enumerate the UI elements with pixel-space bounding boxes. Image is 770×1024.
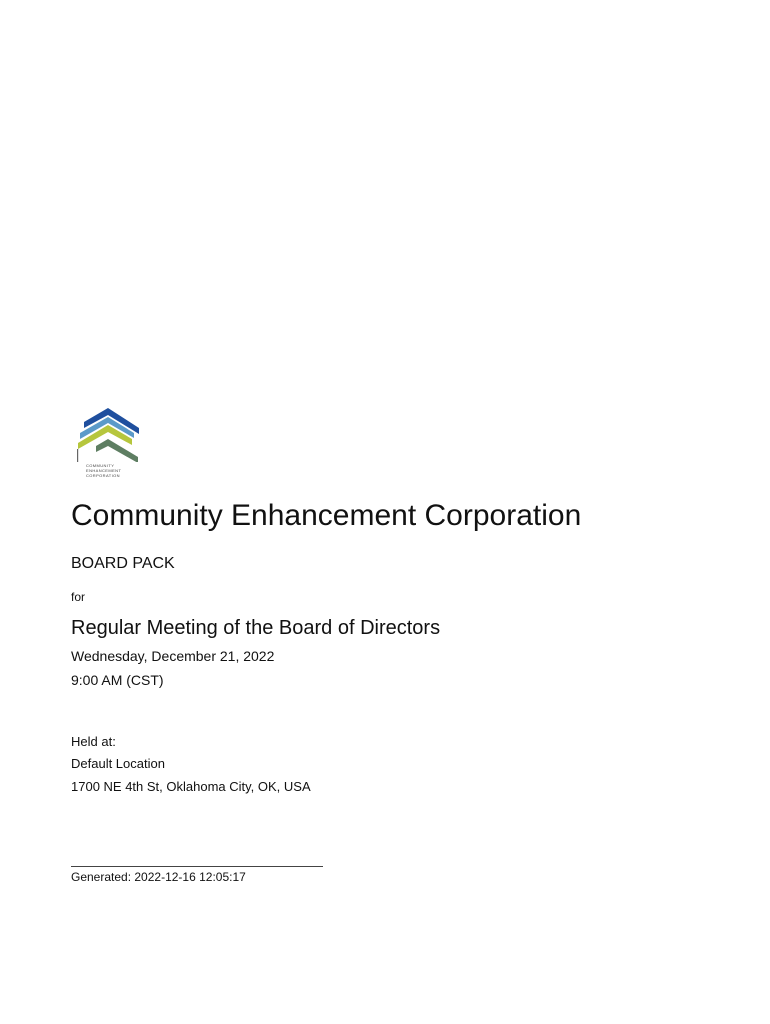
held-at-label: Held at:: [71, 734, 116, 749]
logo-wordmark: [86, 463, 121, 478]
logo-text-line-2: ENHANCEMENT: [86, 468, 122, 473]
meeting-title: Regular Meeting of the Board of Directors: [71, 617, 441, 639]
organization-title: Community Enhancement Corporation: [71, 499, 582, 532]
house-chevrons-icon: [74, 406, 142, 462]
meeting-date: Wednesday, December 21, 2022: [71, 648, 275, 664]
generated-timestamp: Generated: 2022-12-16 12:05:17: [71, 870, 246, 884]
meeting-time: 9:00 AM (CST): [71, 672, 164, 688]
logo-text-line-1: COMMUNITY: [86, 463, 115, 468]
location-address: 1700 NE 4th St, Oklahoma City, OK, USA: [71, 779, 311, 794]
logo-text-line-3: CORPORATION: [86, 473, 120, 478]
for-label: for: [71, 590, 86, 604]
pack-type: BOARD PACK: [71, 555, 175, 572]
footer-divider: [71, 866, 323, 867]
logo-left-post: [77, 449, 78, 462]
organization-logo: [74, 406, 142, 482]
location-name: Default Location: [71, 756, 165, 771]
